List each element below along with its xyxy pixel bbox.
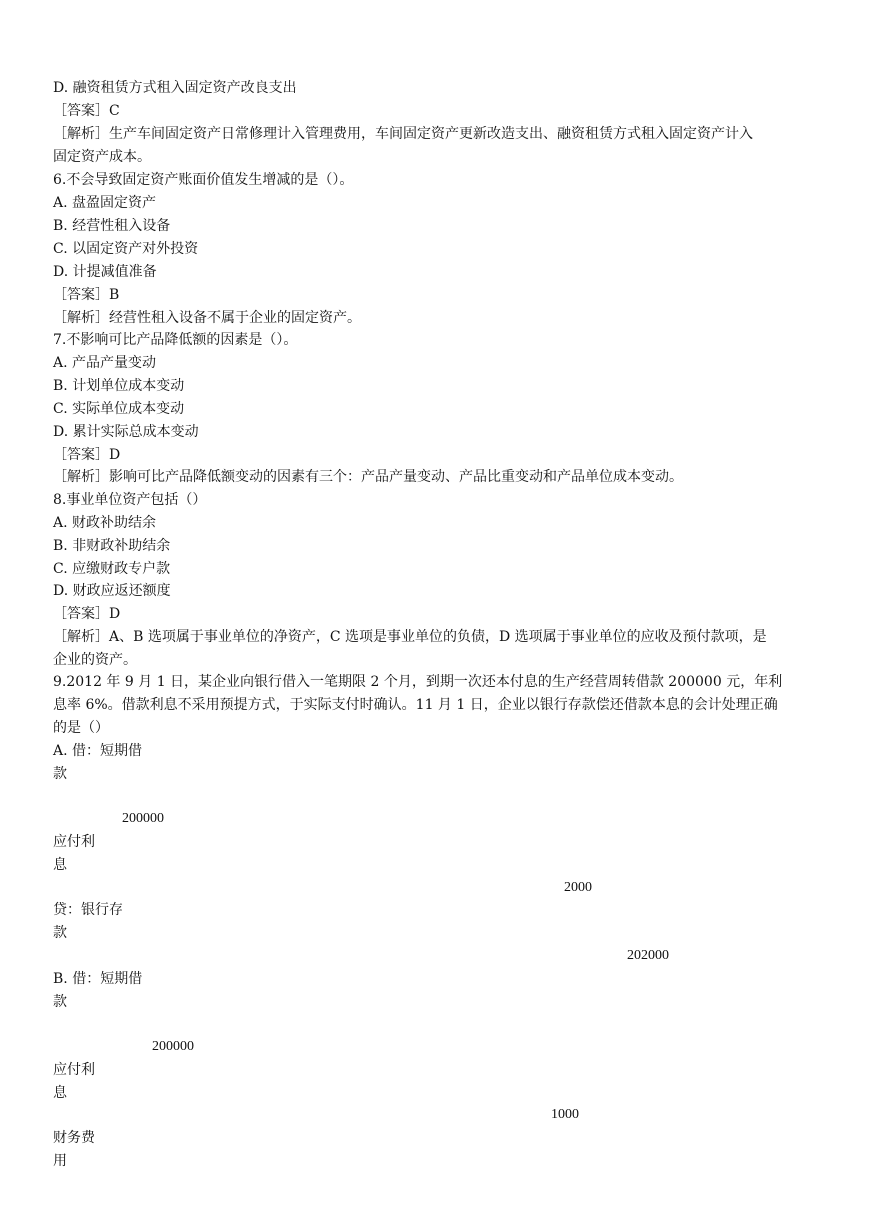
q8-option-a: A. 财政补助结余 (53, 515, 157, 531)
q9-b-amount-2: 1000 (551, 1107, 579, 1122)
q9-a-debit-1a: A. 借：短期借 (53, 743, 143, 759)
q6-option-d: D. 计提减值准备 (53, 264, 157, 280)
q7-answer: ［答案］D (53, 447, 121, 463)
q5-analysis-line2: 固定资产成本。 (53, 149, 151, 165)
q5-analysis-line1: ［解析］生产车间固定资产日常修理计入管理费用，车间固定资产更新改造支出、融资租赁方式租入固定资产计入 (53, 126, 753, 142)
q9-b-debit-1b: 款 (53, 994, 67, 1010)
q9-a-amount-3: 202000 (627, 948, 669, 963)
q8-analysis-line2: 企业的资产。 (53, 652, 137, 668)
q8-option-d: D. 财政应返还额度 (53, 583, 171, 599)
q9-a-debit-2b: 息 (53, 857, 67, 873)
q7-stem: 7.不影响可比产品降低额的因素是（）。 (53, 332, 298, 348)
q9-b-debit-2b: 息 (53, 1085, 67, 1101)
q5-answer: ［答案］C (53, 103, 120, 119)
q9-stem-line2: 息率 6%。借款利息不采用预提方式，于实际支付时确认。11 月 1 日，企业以银行存款偿还借款本息的会计处理正确 (53, 697, 778, 713)
q9-stem-line1: 9.2012 年 9 月 1 日，某企业向银行借入一笔期限 2 个月，到期一次还本付息的生产经营周转借款 200000 元，年利 (53, 674, 783, 690)
q8-option-b: B. 非财政补助结余 (53, 538, 171, 554)
q8-option-c: C. 应缴财政专户款 (53, 561, 171, 577)
q7-analysis: ［解析］影响可比产品降低额变动的因素有三个：产品产量变动、产品比重变动和产品单位成本变动。 (53, 469, 683, 485)
q9-stem-line3: 的是（） (53, 720, 109, 736)
q9-a-amount-2: 2000 (564, 880, 592, 895)
q6-option-b: B. 经营性租入设备 (53, 218, 171, 234)
q9-a-credit-1a: 贷：银行存 (53, 902, 123, 918)
q9-b-debit-3b: 用 (53, 1153, 67, 1169)
q9-b-debit-2a: 应付利 (53, 1062, 95, 1078)
q9-a-amount-1: 200000 (122, 811, 164, 826)
q6-option-c: C. 以固定资产对外投资 (53, 241, 199, 257)
q9-b-debit-1a: B. 借：短期借 (53, 971, 143, 987)
q7-option-b: B. 计划单位成本变动 (53, 378, 185, 394)
q9-b-amount-1: 200000 (152, 1039, 194, 1054)
q9-b-debit-3a: 财务费 (53, 1130, 95, 1146)
q6-answer: ［答案］B (53, 287, 120, 303)
q9-a-debit-1b: 款 (53, 766, 67, 782)
q9-a-credit-1b: 款 (53, 925, 67, 941)
q6-stem: 6.不会导致固定资产账面价值发生增减的是（）。 (53, 172, 354, 188)
q6-analysis: ［解析］经营性租入设备不属于企业的固定资产。 (53, 310, 361, 326)
q7-option-a: A. 产品产量变动 (53, 355, 157, 371)
q8-answer: ［答案］D (53, 606, 121, 622)
q6-option-a: A. 盘盈固定资产 (53, 195, 157, 211)
q8-stem: 8.事业单位资产包括（） (53, 492, 207, 508)
q9-a-debit-2a: 应付利 (53, 834, 95, 850)
q7-option-c: C. 实际单位成本变动 (53, 401, 185, 417)
q5-option-d: D. 融资租赁方式租入固定资产改良支出 (53, 80, 297, 96)
q8-analysis-line1: ［解析］A、B 选项属于事业单位的净资产，C 选项是事业单位的负债，D 选项属于事业单位的应收及预付款项，是 (53, 629, 767, 645)
q7-option-d: D. 累计实际总成本变动 (53, 424, 199, 440)
